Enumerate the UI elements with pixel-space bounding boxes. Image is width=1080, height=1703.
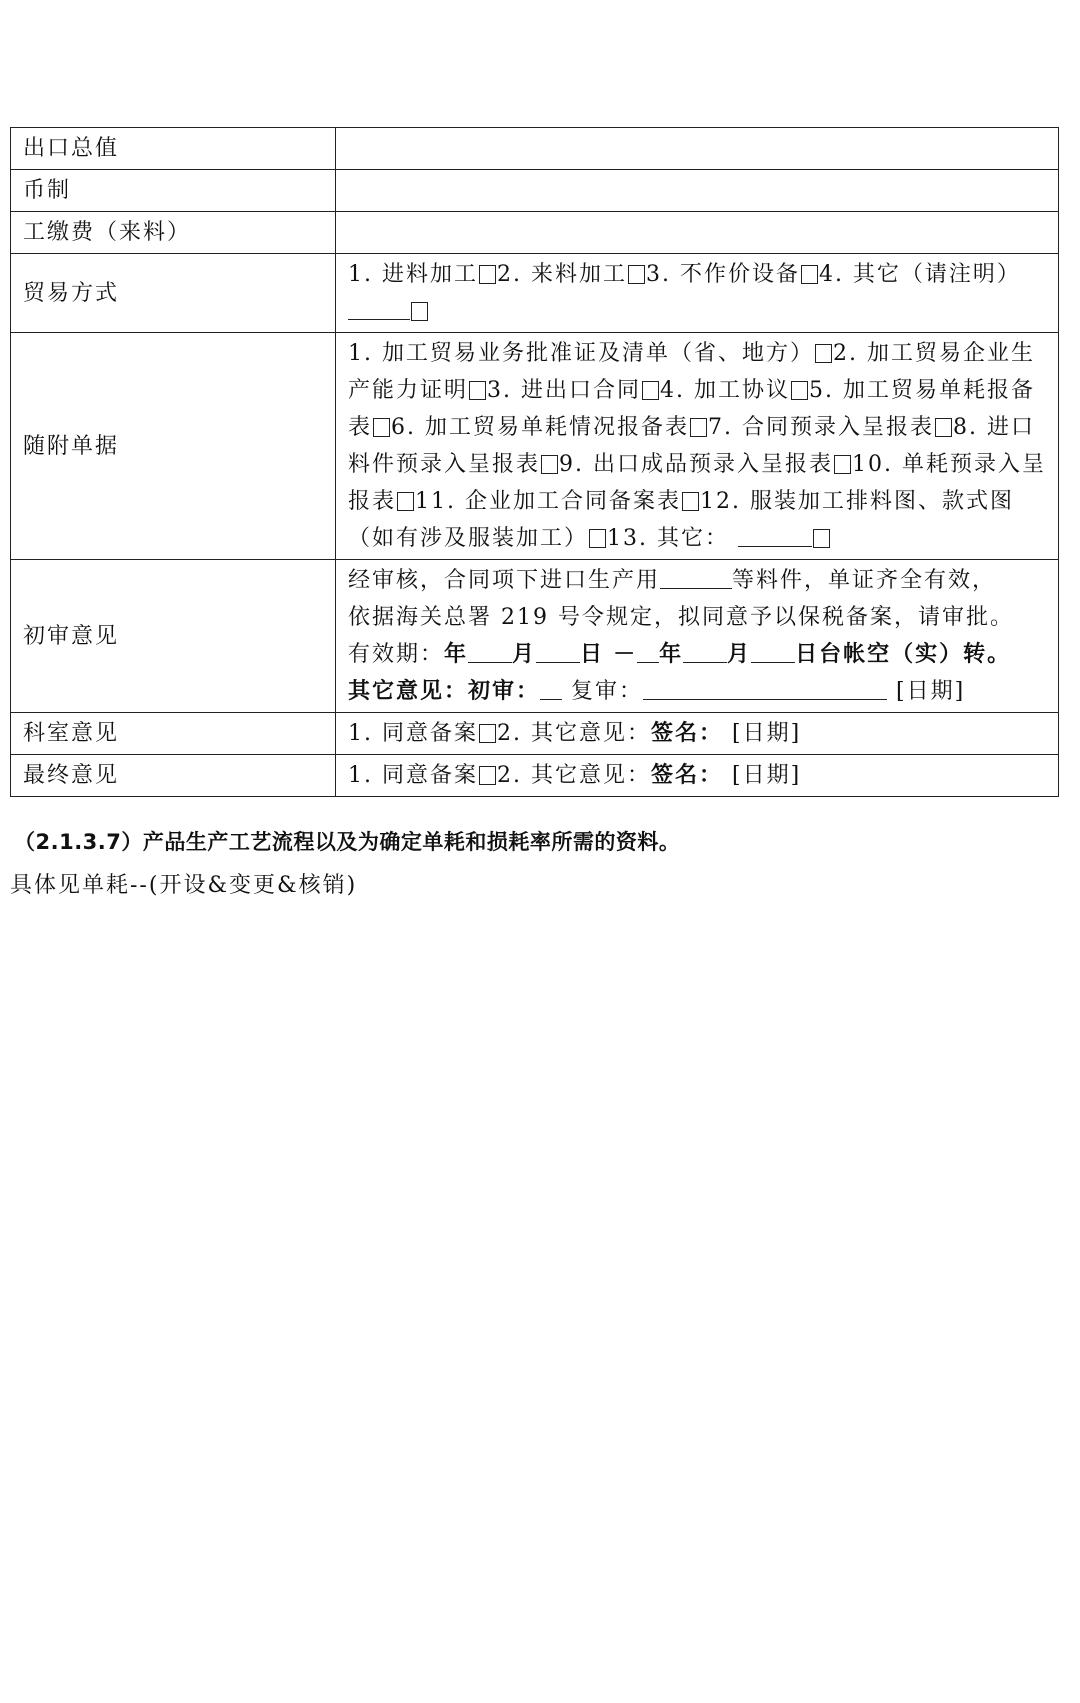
label-section-opinion: 科室意见 [11,713,336,755]
validity-year: 年 [659,641,684,667]
first-review-label: 初审： [468,678,541,704]
trade-mode-option-2: 2. 来料加工 [496,262,627,287]
attachment-item: 10. 单耗预录入呈报表 [348,452,1046,514]
review-line-1 [348,562,1046,599]
attachment-item: 12. 服装加工排料图、款式图（如有涉及服装加工） [348,489,1014,551]
fill-blank[interactable] [660,566,732,589]
second-review-label: 复审： [571,679,644,704]
attachment-item: 9. 出口成品预录入呈报表 [559,452,833,477]
checkbox-icon[interactable] [373,418,390,437]
row-final-opinion [11,755,1059,797]
agree-filing-option: 1. 同意备案 [348,721,478,746]
checkbox-icon[interactable] [541,455,558,474]
date-placeholder: [日期] [731,721,802,746]
value-processing-fee [336,212,1059,254]
row-initial-review [11,560,1059,713]
checkbox-icon[interactable] [642,381,659,400]
attachment-item: 4. 加工协议 [660,378,790,403]
attachment-item: 11. 企业加工合同备案表 [415,489,681,514]
validity-dash: － [613,641,638,667]
checkbox-icon[interactable] [411,302,428,321]
attachment-item: 3. 进出口合同 [487,378,641,403]
label-trade-mode: 贸易方式 [11,254,336,333]
row-trade-mode [11,254,1059,333]
checkbox-icon[interactable] [469,381,486,400]
checkbox-icon[interactable] [682,492,699,511]
value-attachments [336,333,1059,560]
other-opinion-option: 2. 其它意见： [496,721,651,746]
validity-month: 月 [727,641,752,667]
trade-mode-option-3: 3. 不作价设备 [645,262,800,287]
filing-form-table [10,127,1059,797]
trade-mode-option-1: 1. 进料加工 [348,262,478,287]
checkbox-icon[interactable] [397,492,414,511]
fill-blank[interactable] [751,640,795,663]
value-final-opinion [336,755,1059,797]
attachment-item: 8. 进口料件预录入呈报表 [348,415,1035,477]
validity-month: 月 [512,641,537,667]
row-section-opinion [11,713,1059,755]
date-placeholder: [日期] [896,679,966,704]
attachment-item: 1. 加工贸易业务批准证及清单（省、地方） [348,341,814,366]
checkbox-icon[interactable] [479,766,496,785]
attachment-item: 6. 加工贸易单耗情况报备表 [391,415,689,440]
value-export-total [336,128,1059,170]
checkbox-icon[interactable] [479,265,496,284]
fill-blank[interactable] [637,640,659,663]
label-export-total: 出口总值 [11,128,336,170]
attachment-item: 5. 加工贸易单耗报备表 [348,378,1035,440]
label-attachments: 随附单据 [11,333,336,560]
fill-blank[interactable] [683,640,727,663]
reference-note: 具体见单耗--(开设&变更&核销) [10,873,358,898]
fill-blank[interactable] [536,640,580,663]
label-currency: 币制 [11,170,336,212]
trade-mode-option-4: 4. 其它（请注明） [818,262,1021,287]
label-processing-fee: 工缴费（来料） [11,212,336,254]
checkbox-icon[interactable] [791,381,808,400]
row-attachments [11,333,1059,560]
agree-filing-option: 1. 同意备案 [348,763,478,788]
fill-blank[interactable] [540,677,562,700]
checkbox-icon[interactable] [815,344,832,363]
review-text: 等料件，单证齐全有效， [732,568,997,593]
attachment-item: 7. 合同预录入呈报表 [708,415,934,440]
review-opinion-line [348,673,1046,710]
checkbox-icon[interactable] [834,455,851,474]
value-currency [336,170,1059,212]
validity-day: 日 [580,641,605,667]
other-opinion-option: 2. 其它意见： [496,763,651,788]
fill-blank[interactable] [348,297,410,320]
section-heading: （2.1.3.7）产品生产工艺流程以及为确定单耗和损耗率所需的资料。 [14,830,681,854]
signature-label: 签名： [650,720,723,746]
checkbox-icon[interactable] [690,418,707,437]
fill-blank[interactable] [738,524,812,547]
label-initial-review: 初审意见 [11,560,336,713]
checkbox-icon[interactable] [479,724,496,743]
row-export-total [11,128,1059,170]
date-placeholder: [日期] [731,763,802,788]
value-initial-review [336,560,1059,713]
review-validity [348,636,1046,673]
other-opinion-label: 其它意见： [348,678,469,704]
fill-blank[interactable] [468,640,512,663]
value-section-opinion [336,713,1059,755]
checkbox-icon[interactable] [628,265,645,284]
row-currency [11,170,1059,212]
row-processing-fee [11,212,1059,254]
label-final-opinion: 最终意见 [11,755,336,797]
validity-label: 有效期： [348,642,445,667]
value-trade-mode [336,254,1059,333]
validity-suffix: 日台帐空（实）转。 [795,641,1012,667]
checkbox-icon[interactable] [801,265,818,284]
signature-label: 签名： [650,762,723,788]
attachment-item: 2. 加工贸易企业生产能力证明 [348,341,1035,403]
fill-blank[interactable] [643,677,887,700]
validity-year: 年 [444,641,469,667]
checkbox-icon[interactable] [813,529,830,548]
checkbox-icon[interactable] [589,529,606,548]
checkbox-icon[interactable] [935,418,952,437]
review-line-2: 依据海关总署 219 号令规定，拟同意予以保税备案，请审批。 [348,605,1014,630]
review-text: 经审核，合同项下进口生产用 [348,568,661,593]
attachment-item: 13. 其它： [607,526,729,551]
